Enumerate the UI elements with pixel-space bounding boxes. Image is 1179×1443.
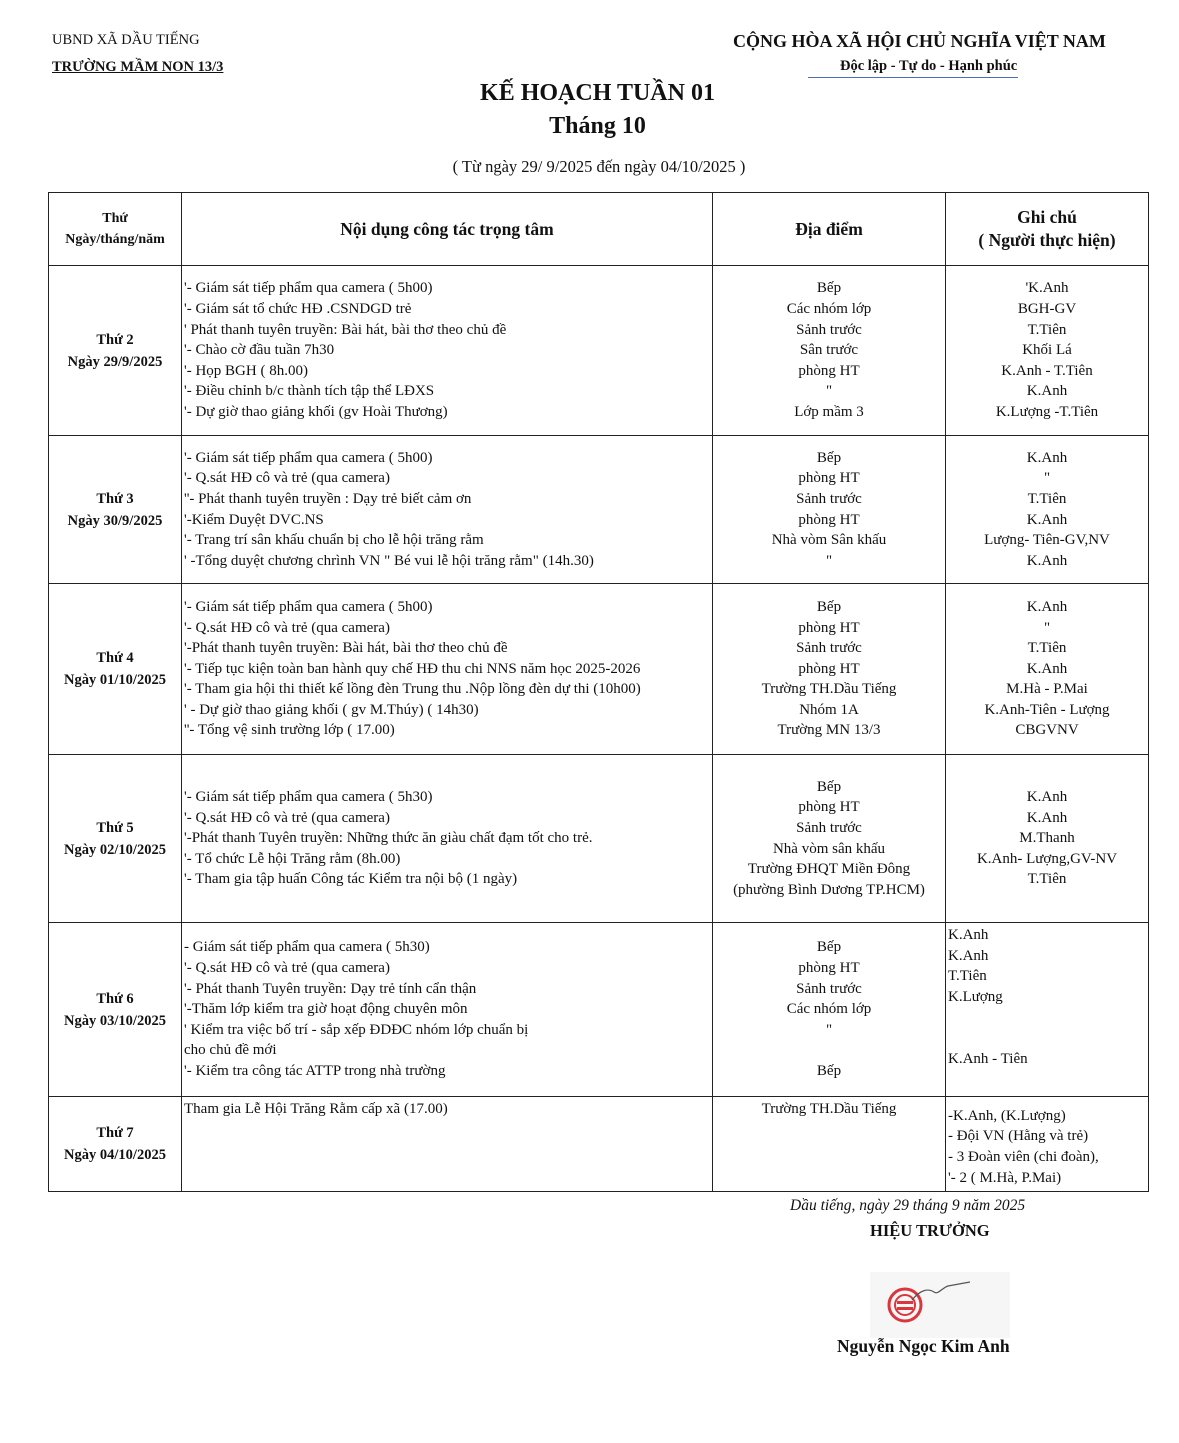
note-line: - Đội VN (Hằng và trẻ) (948, 1128, 1089, 1145)
signature-role: HIỆU TRƯỞNG (870, 1221, 990, 1240)
content-line: '- Giám sát tổ chức HĐ .CSNDGD trẻ (184, 301, 412, 318)
note-cell (946, 266, 1149, 436)
content-line: ''- Phát thanh tuyên truyền : Dạy trẻ biết cảm ơn (184, 490, 472, 507)
note-line: K.Anh (1026, 789, 1068, 806)
note-line: K.Anh - Tiên (948, 1050, 1028, 1067)
content-line: '- Họp BGH ( 8h.00) (184, 362, 308, 379)
weekday-label: Thứ 3 (96, 490, 134, 507)
place-line: Bếp (816, 1062, 842, 1079)
content-line: '- Chào cờ đầu tuần 7h30 (184, 342, 335, 359)
place-line: Nhà vòm Sân khấu (771, 532, 887, 549)
table-row (49, 755, 1149, 923)
content-cell (182, 755, 713, 923)
header-place: Địa điểm (713, 193, 946, 266)
org-name-line1: UBND XÃ DẦU TIẾNG (52, 32, 200, 48)
note-line: K.Anh (1026, 809, 1068, 826)
place-cell (713, 266, 946, 436)
content-line: ' -Tổng duyệt chương chrình VN " Bé vui lễ hội trăng rằm" (14h.30) (184, 552, 594, 569)
content-line: ' Kiểm tra việc bố trí - sắp xếp ĐDĐC nhóm lớp chuẩn bị (184, 1021, 529, 1038)
note-line: K.Anh (1026, 511, 1068, 528)
content-line: '-Phát thanh tuyên truyền: Bài hát, bài thơ theo chủ đề (184, 640, 508, 657)
header-day (49, 193, 182, 266)
content-line: '- Trang trí sân khấu chuẩn bị cho lễ hội trăng rằm (184, 532, 484, 549)
content-line: '- Q.sát HĐ cô và trẻ (qua camera) (184, 960, 390, 977)
content-line: '- Q.sát HĐ cô và trẻ (qua camera) (184, 619, 390, 636)
weekday-label: Thứ 7 (96, 1125, 134, 1141)
place-line: phòng HT (798, 619, 860, 636)
header-day-line2: Ngày/tháng/năm (65, 232, 165, 247)
note-line: K.Anh (1026, 660, 1068, 677)
date-label: Ngày 03/10/2025 (64, 1012, 166, 1029)
content-line: ' - Dự giờ thao giảng khối ( gv M.Thúy) ( 14h30) (184, 701, 479, 718)
place-line: Sảnh trước (796, 980, 862, 997)
place-line: phòng HT (798, 660, 860, 677)
note-line: K.Anh (1026, 552, 1068, 569)
content-line: '- Dự giờ thao giảng khối (gv Hoài Thương) (184, 403, 448, 420)
note-line: 'K.Anh (1025, 280, 1069, 297)
plan-title: KẾ HOẠCH TUẦN 01 (480, 80, 715, 106)
note-line: K.Anh (1026, 598, 1068, 615)
note-line: K.Anh - T.Tiên (1001, 362, 1093, 379)
day-cell (49, 755, 182, 923)
plan-date-range: ( Từ ngày 29/ 9/2025 đến ngày 04/10/2025 ) (452, 157, 746, 176)
note-line (948, 1007, 1148, 1028)
day-cell (49, 923, 182, 1097)
official-stamp-signature (850, 1270, 1010, 1340)
content-line: '- Kiểm tra công tác ATTP trong nhà trường (184, 1062, 446, 1079)
date-label: Ngày 04/10/2025 (64, 1147, 166, 1163)
content-line: ''- Tổng vệ sinh trường lớp ( 17.00) (184, 722, 395, 739)
place-line: " (825, 552, 833, 569)
content-line: '- Q.sát HĐ cô và trẻ (qua camera) (184, 470, 390, 487)
place-line: Bếp (816, 280, 842, 297)
place-line: " (825, 383, 833, 400)
content-line: '- Giám sát tiếp phẩm qua camera ( 5h00) (184, 449, 433, 466)
note-line: K.Anh-Tiên - Lượng (984, 701, 1110, 718)
place-line: phòng HT (798, 511, 860, 528)
place-line: Các nhóm lớp (786, 301, 872, 318)
note-line: T.Tiên (1027, 321, 1067, 338)
place-line: Trường TH.Dầu Tiếng (761, 1101, 897, 1117)
content-line: '- Giám sát tiếp phẩm qua camera ( 5h30) (184, 789, 433, 806)
signature-name: Nguyễn Ngọc Kim Anh (837, 1336, 1010, 1356)
content-line: '- Giám sát tiếp phẩm qua camera ( 5h00) (184, 598, 433, 615)
place-line: Trường MN 13/3 (777, 722, 881, 739)
note-line: M.Hà - P.Mai (1006, 681, 1088, 698)
note-line: -K.Anh, (K.Lượng) (948, 1107, 1066, 1124)
table-row (49, 266, 1149, 436)
motto-underline (808, 77, 1018, 78)
content-line: '-Thăm lớp kiểm tra giờ hoạt động chuyên môn (184, 1001, 468, 1018)
table-row (49, 923, 1149, 1097)
place-line: Nhà vòm sân khấu (772, 840, 886, 857)
place-line: Bếp (816, 598, 842, 615)
place-line: Sảnh trước (796, 640, 862, 657)
place-cell (713, 1097, 946, 1192)
header-note-line1: Ghi chú (1017, 207, 1077, 227)
note-line: K.Lượng -T.Tiên (995, 403, 1099, 420)
note-line: '- 2 ( M.Hà, P.Mai) (948, 1169, 1062, 1186)
weekday-label: Thứ 5 (96, 819, 134, 836)
place-cell (713, 436, 946, 584)
note-line: " (1043, 470, 1051, 487)
table-row (49, 436, 1149, 584)
date-label: Ngày 30/9/2025 (67, 512, 163, 529)
weekday-label: Thứ 6 (96, 990, 134, 1007)
national-motto: Độc lập - Tự do - Hạnh phúc (840, 58, 1018, 74)
place-line: Bếp (816, 449, 842, 466)
note-line: CBGVNV (1015, 722, 1079, 739)
place-line: Lớp mầm 3 (794, 403, 864, 420)
header-day-line1: Thứ (102, 211, 128, 226)
date-label: Ngày 01/10/2025 (64, 672, 166, 688)
note-line: T.Tiên (948, 968, 987, 985)
place-cell (713, 923, 946, 1097)
weekday-label: Thứ 4 (96, 650, 134, 666)
table-row (49, 1097, 1149, 1192)
content-line: '- Phát thanh Tuyên truyền: Dạy trẻ tính cẩn thận (184, 980, 477, 997)
national-title: CỘNG HÒA XÃ HỘI CHỦ NGHĨA VIỆT NAM (733, 31, 1106, 51)
place-line: Các nhóm lớp (786, 1001, 872, 1018)
note-line: " (1043, 619, 1051, 636)
weekday-label: Thứ 2 (96, 331, 134, 348)
note-cell (946, 436, 1149, 584)
day-cell (49, 584, 182, 755)
note-line: T.Tiên (1027, 490, 1067, 507)
note-line (948, 1028, 1148, 1049)
content-line: '- Tham gia hội thi thiết kế lồng đèn Trung thu .Nộp lồng đèn dự thi (10h00) (184, 681, 641, 698)
note-cell (946, 584, 1149, 755)
weekly-plan-table (48, 192, 1149, 1192)
place-line (713, 1040, 945, 1061)
note-line: - 3 Đoàn viên (chi đoàn), (948, 1149, 1099, 1165)
content-line: - Giám sát tiếp phẩm qua camera ( 5h30) (184, 939, 430, 956)
content-line: cho chủ đề mới (184, 1042, 277, 1059)
note-line: K.Anh- Lượng,GV-NV (976, 850, 1118, 867)
note-line: K.Anh (948, 927, 989, 943)
date-label: Ngày 02/10/2025 (64, 841, 166, 858)
content-line: ' Phát thanh tuyên truyền: Bài hát, bài thơ theo chủ đề (184, 321, 507, 338)
place-line: Trường ĐHQT Miền Đông (747, 861, 911, 878)
day-cell (49, 1097, 182, 1192)
note-cell (946, 755, 1149, 923)
place-cell (713, 755, 946, 923)
note-line: Lượng- Tiên-GV,NV (984, 532, 1110, 549)
content-cell (182, 1097, 713, 1192)
place-line: Sân trước (799, 342, 859, 359)
header-content: Nội dụng công tác trọng tâm (182, 193, 713, 266)
day-cell (49, 266, 182, 436)
content-line: '- Tiếp tục kiện toàn ban hành quy chế HĐ thu chi NNS năm học 2025-2026 (184, 660, 641, 677)
signature-date: Dầu tiếng, ngày 29 tháng 9 năm 2025 (790, 1197, 1026, 1214)
content-line: '- Tổ chức Lễ hội Trăng rằm (8h.00) (184, 850, 401, 867)
place-line: phòng HT (798, 799, 860, 816)
content-cell (182, 923, 713, 1097)
header-note (946, 193, 1149, 266)
note-cell (946, 1097, 1149, 1192)
plan-month: Tháng 10 (549, 113, 646, 139)
note-line: K.Lượng (948, 988, 1003, 1005)
place-line: phòng HT (798, 470, 860, 487)
table-header-row (49, 193, 1149, 266)
org-name-line2: TRƯỜNG MẦM NON 13/3 (52, 59, 224, 75)
header-note-line2: ( Người thực hiện) (978, 230, 1116, 250)
content-line: '-Phát thanh Tuyên truyền: Những thức ăn giàu chất đạm tốt cho trẻ. (184, 830, 593, 847)
content-line: '- Tham gia tập huấn Công tác Kiểm tra nội bộ (1 ngày) (184, 871, 518, 888)
note-line: Khối Lá (1022, 342, 1072, 359)
note-line: K.Anh (948, 947, 989, 964)
day-cell (49, 436, 182, 584)
table-row (49, 584, 1149, 755)
place-line: Bếp (816, 939, 842, 956)
note-line: K.Anh (1026, 383, 1068, 400)
note-line: T.Tiên (1027, 640, 1067, 657)
content-cell (182, 436, 713, 584)
note-cell (946, 923, 1149, 1097)
note-line: BGH-GV (1017, 301, 1077, 318)
place-line: phòng HT (798, 362, 860, 379)
content-line: '- Điều chỉnh b/c thành tích tập thể LĐXS (184, 383, 435, 400)
note-line: M.Thanh (1019, 830, 1075, 847)
note-line: K.Anh (1026, 449, 1068, 466)
content-cell (182, 584, 713, 755)
date-label: Ngày 29/9/2025 (67, 353, 163, 370)
note-line: T.Tiên (1027, 871, 1067, 888)
place-line: Nhóm 1A (799, 701, 859, 718)
place-line: Bếp (816, 778, 842, 795)
content-line: Tham gia Lễ Hội Trăng Rằm cấp xã (17.00) (184, 1101, 448, 1117)
place-line: " (825, 1021, 833, 1038)
place-line: Trường TH.Dầu Tiếng (761, 681, 897, 698)
place-line: Sảnh trước (796, 321, 862, 338)
content-cell (182, 266, 713, 436)
content-line: '-Kiểm Duyệt DVC.NS (184, 511, 324, 528)
place-cell (713, 584, 946, 755)
place-line: (phường Bình Dương TP.HCM) (733, 881, 925, 898)
place-line: phòng HT (798, 960, 860, 977)
place-line: Sảnh trước (796, 490, 862, 507)
content-line: '- Giám sát tiếp phẩm qua camera ( 5h00) (184, 280, 433, 297)
place-line: Sảnh trước (796, 819, 862, 836)
content-line: '- Q.sát HĐ cô và trẻ (qua camera) (184, 809, 390, 826)
